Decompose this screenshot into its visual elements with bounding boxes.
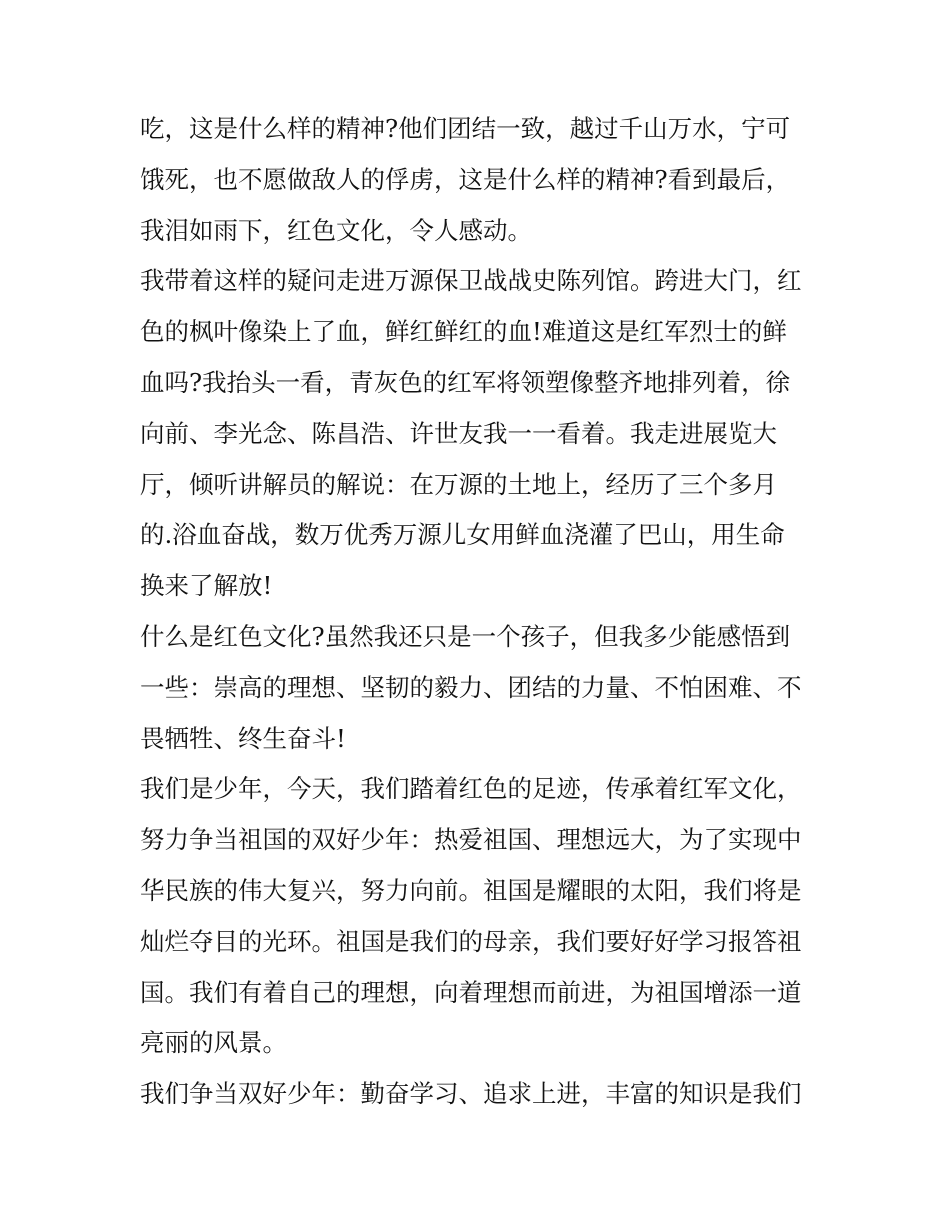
text-line: 我泪如雨下，红色文化，令人感动。	[140, 215, 532, 245]
text-line: 亮丽的风景。	[140, 1028, 287, 1058]
text-line: 国。我们有着自己的理想，向着理想而前进，为祖国增添一道	[140, 977, 802, 1007]
text-line: 什么是红色文化?虽然我还只是一个孩子，但我多少能感悟到	[140, 621, 791, 651]
text-line: 畏牺牲、终生奋斗!	[140, 723, 346, 753]
text-line: 我们是少年，今天，我们踏着红色的足迹，传承着红军文化，	[140, 774, 802, 804]
text-line: 色的枫叶像染上了血，鲜红鲜红的血!难道这是红军烈士的鲜	[140, 317, 787, 347]
text-line: 吃，这是什么样的精神?他们团结一致，越过千山万水，宁可	[140, 114, 791, 143]
text-line: 厅，倾听讲解员的解说：在万源的土地上，经历了三个多月	[140, 469, 777, 499]
text-line: 换来了解放!	[140, 571, 273, 601]
text-line: 向前、李光念、陈昌浩、许世友我一一看着。我走进展览大	[140, 418, 777, 448]
text-line: 饿死，也不愿做敌人的俘虏，这是什么样的精神?看到最后，	[140, 164, 791, 194]
text-line: 努力争当祖国的双好少年：热爱祖国、理想远大，为了实现中	[140, 825, 802, 855]
text-line: 一些：崇高的理想、坚韧的毅力、团结的力量、不怕困难、不	[140, 672, 802, 702]
text-line: 血吗?我抬头一看，青灰色的红军将领塑像整齐地排列着，徐	[140, 367, 791, 397]
document-body	[140, 104, 815, 1120]
text-line: 我们争当双好少年：勤奋学习、追求上进，丰富的知识是我们	[140, 1079, 802, 1109]
text-line: 灿烂夺目的光环。祖国是我们的母亲，我们要好好学习报答祖	[140, 926, 802, 956]
text-line: 我带着这样的疑问走进万源保卫战战史陈列馆。跨进大门，红	[140, 266, 802, 296]
text-line: 华民族的伟大复兴，努力向前。祖国是耀眼的太阳，我们将是	[140, 875, 802, 905]
text-line: 的.浴血奋战，数万优秀万源儿女用鲜血浇灌了巴山，用生命	[140, 520, 785, 550]
